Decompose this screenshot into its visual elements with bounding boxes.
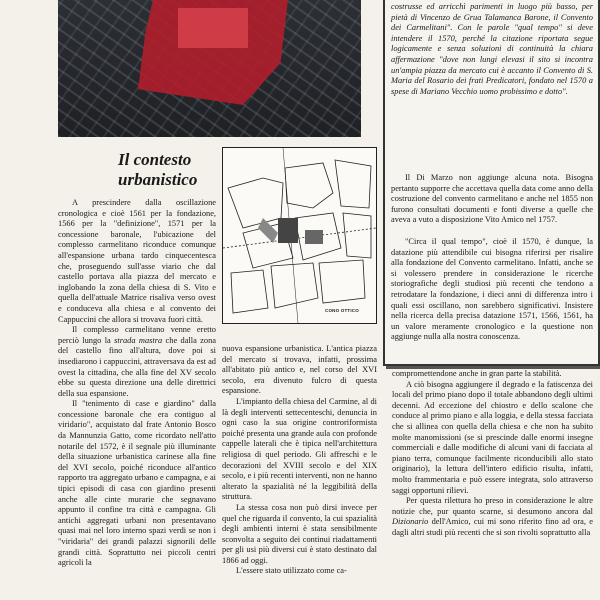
col1-paragraph-1: A prescindere dalla oscillazione cronologica e cioè 1561 per la fondazione, 1566 per la "definizione", 1571 per la concessione baronale, l'ubicazione del complesso carmelitano riconduce comunque all'espansione urbana tardo cinquecentesca che, proseguendo sull'asse viario che dal castello portava alla piazza del mercato e inglobando la zona della chiesa di S. Vito e quella dell'attuale Matrice risaliva verso ovest e conduceva alla chiesa e al convento dei Cappuccini che allora si trovava fuori città.	[58, 198, 216, 324]
highlighted-area-inner	[178, 8, 248, 48]
map-caption: CONO OTTICO	[325, 308, 359, 313]
quote-box	[383, 0, 600, 366]
street-map-figure	[222, 147, 377, 324]
col1-paragraph-2: Il complesso carmelitano venne eretto perciò lungo la strada mastra che dalla zona del castello fino all'altura, dove poi si insediarono i cappuccini, attraversava da est ad ovest la cittadina, che alla fine del XV secolo ebbe su questa direzione una delle direttrici della sua espansione.	[58, 325, 216, 398]
col1-paragraph-3: Il "tenimento di case e giardino" dalla concessione baronale che era contiguo al viridario", acquistato dal frate Antonio Bosco da Mannunzia Gatto, come ricordato nell'atto notarile del 1572, è il segnale più illuminante della situazione urbanistica carinese alla fine del XVI secolo, poiché riconduce all'antico rapporto tra aggregato urbano e campagna, e ai tipici episodi di casa con giardino presenti anche alle cinte murarie che segnavano appunto il confine tra città e campagna. Gli antichi aggregati urbani non presentavano quasi mai nel loro interno spazi verdi se non i "viridaria" dei grandi palazzi signorili delle grandi città. Soprattutto nei piccoli centri agricoli la	[58, 399, 216, 568]
aerial-photo	[58, 0, 361, 137]
col2-paragraph-4: L'essere stato utilizzato come ca-	[236, 566, 347, 576]
col2-paragraph-1: nuova espansione urbanistica. L'antica piazza del mercato si trovava, infatti, prossima all'abitato più antico e, nel corso del XVI secolo, era divenuto fulcro di questa espansione.	[222, 344, 377, 396]
text-column-1	[58, 198, 216, 569]
col2-paragraph-3: La stessa cosa non può dirsi invece per quel che riguarda il convento, la cui spazialità degli ambienti interni è stata sensibilmente sconvolta a seguito dei continui riadattamenti per gli usi più diversi cui è stato destinato dal 1866 ad oggi.	[222, 502, 377, 565]
street-map-drawing	[223, 148, 376, 323]
col3-paragraph-3: Per questa rilettura ho preso in considerazione le altre notizie che, pur quanto scarne, si desumono ancora dal Dizionario dell'Amico, cui mi sono riferito fino ad ora, e dagli altri studi più recenti che si son rivolti soprattutto alla	[392, 496, 593, 537]
text-column-3	[392, 369, 593, 539]
quote-paragraph-3: "Circa il qual tempo", cioè il 1570, è dunque, la datazione più attendibile cui bisogna riferirsi per risalire alla fondazione del Convento carmelitano. Infatti, anche se si volessero prendere in considerazione le ricerche storiografiche degli studiosi più recenti che tendono a retrodatare la fondazione, i dieci anni di differenza intro i quali essi oscillano, non sarebbero significativi. Insistere nella ricerca della precisa datazione 1571, 1566, 1561, ha un valore meramente cronologico e la questione non aggiunge nulla alla nostra conoscenza.	[391, 237, 593, 342]
quote-paragraph-2: Il Di Marzo non aggiunge alcuna nota. Bisogna pertanto supporre che accettava quella data come anno della costruzione del convento carmelitano e anche nel 1855 non furono consultati documenti e fonti diverse a quelle che aveva a vuto a disposizione Vito Amico nel 1757.	[391, 173, 593, 225]
section-title: Il contesto urbanistico	[118, 150, 198, 189]
col3-paragraph-2: A ciò bisogna aggiungere il degrado e la fatiscenza dei locali del primo piano dopo il totale abbandono degli ultimi decenni. Ad eccezione del chiostro e dello scalone che conduce al primo piano e alla loggia, e della stessa facciata che si allinea con quella della chiesa e che non ha subito molte manomissioni (se si prescinde dalle enormi insegne commerciali e dalle modifiche di alcuni vani di facciata al piano terra, comunque facilmente riconducibili allo stato originario), la lettura dell'intero edificio risulta, infatti, molto frammentaria e può essere integrata, solo attraverso saggi opportuni rilievi.	[392, 379, 593, 495]
col3-paragraph-1: compromettendone anche in gran parte la stabilità.	[392, 369, 562, 378]
text-column-2	[222, 344, 377, 577]
col2-paragraph-2: L'impianto della chiesa del Carmine, al di là degli interventi settecenteschi, denuncia in ogni caso la sua origine controriformista poiché presenta una grande aula con profonde cappelle laterali che è tipica nell'architettura religiosa di quel periodo. Gli affreschi e le decorazioni del XVIII secolo e del XIX secolo, e i più recenti interventi, non ne hanno alterato la spazialità né la leggibilità della struttura.	[222, 396, 377, 502]
quote-paragraph-1: costrusse ed arricchì parimenti in luogo più basso, per pietà di Vincenzo de Grua Talamanca Barone, il Convento dei Carmelitani". Con le parole "qual tempo" si deve intendere il 1570, perché la citazione riportata segue logicamente e senza soluzioni di continuità la chiara affermazione "dove non lungi elevasi il sito si incontra un'ampia piazza da mercato cui è accanto il Convento di S. Maria del Rosario dei frati Predicatori, fondato nel 1570 a spese di Mariano Vecchio uomo probissimo e dotto".	[391, 2, 593, 96]
